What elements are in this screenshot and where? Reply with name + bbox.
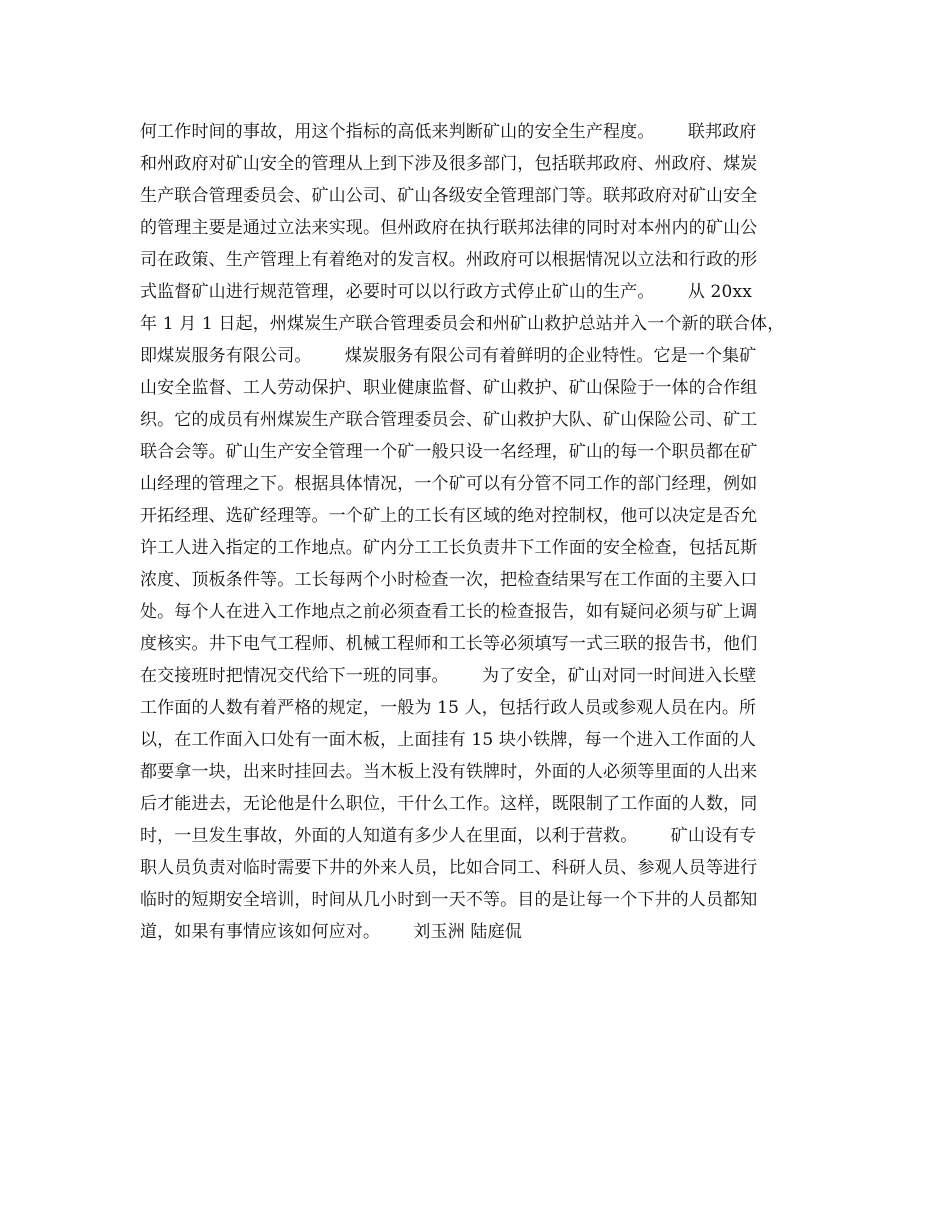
text-line: 许工人进入指定的工作地点。矿内分工工长负责井下工作面的安全检查，包括瓦斯: [140, 538, 758, 558]
text-line: 联合会等。矿山生产安全管理一个矿一般只设一名经理，矿山的每一个职员都在矿: [140, 442, 758, 462]
body-text: [140, 116, 820, 948]
text-line: 和州政府对矿山安全的管理从上到下涉及很多部门，包括联邦政府、州政府、煤炭: [140, 154, 758, 174]
text-line: 时，一旦发生事故，外面的人知道有多少人在里面，以利于营救。 矿山设有专: [140, 826, 757, 846]
text-line: 年 1 月 1 日起，州煤炭生产联合管理委员会和州矿山救护总站并入一个新的联合体，: [140, 314, 785, 334]
text-line: 生产联合管理委员会、矿山公司、矿山各级安全管理部门等。联邦政府对矿山安全: [140, 186, 758, 206]
text-line: 式监督矿山进行规范管理，必要时可以以行政方式停止矿山的生产。 从 20xx: [140, 282, 752, 302]
text-line: 开拓经理、选矿经理等。一个矿上的工长有区域的绝对控制权，他可以决定是否允: [140, 506, 758, 526]
text-line: 山经理的管理之下。根据具体情况，一个矿可以有分管不同工作的部门经理，例如: [140, 474, 758, 494]
text-line: 山安全监督、工人劳动保护、职业健康监督、矿山救护、矿山保险于一体的合作组: [140, 378, 758, 398]
text-line: 的管理主要是通过立法来实现。但州政府在执行联邦法律的同时对本州内的矿山公: [140, 218, 758, 238]
author-line: 道，如果有事情应该如何应对。 刘玉洲 陆庭侃: [140, 922, 522, 942]
text-line: 后才能进去，无论他是什么职位，干什么工作。这样，既限制了工作面的人数，同: [140, 794, 758, 814]
text-line: 处。每个人在进入工作地点之前必须查看工长的检查报告，如有疑问必须与矿上调: [140, 602, 758, 622]
text-line: 织。它的成员有州煤炭生产联合管理委员会、矿山救护大队、矿山保险公司、矿工: [140, 410, 758, 430]
text-line: 即煤炭服务有限公司。 煤炭服务有限公司有着鲜明的企业特性。它是一个集矿: [140, 346, 757, 366]
text-line: 司在政策、生产管理上有着绝对的发言权。州政府可以根据情况以立法和行政的形: [140, 250, 758, 270]
text-line: 职人员负责对临时需要下井的外来人员，比如合同工、科研人员、参观人员等进行: [140, 858, 758, 878]
text-line: 浓度、顶板条件等。工长每两个小时检查一次，把检查结果写在工作面的主要入口: [140, 570, 758, 590]
text-line: 度核实。井下电气工程师、机械工程师和工长等必须填写一式三联的报告书，他们: [140, 634, 758, 654]
text-line: 工作面的人数有着严格的规定，一般为 15 人，包括行政人员或参观人员在内。所: [140, 698, 757, 718]
text-line: 都要拿一块，出来时挂回去。当木板上没有铁牌时，外面的人必须等里面的人出来: [140, 762, 758, 782]
text-line: 以，在工作面入口处有一面木板，上面挂有 15 块小铁牌，每一个进入工作面的人: [140, 730, 757, 750]
text-line: 在交接班时把情况交代给下一班的同事。 为了安全，矿山对同一时间进入长壁: [140, 666, 757, 686]
text-line: 何工作时间的事故，用这个指标的高低来判断矿山的安全生产程度。 联邦政府: [140, 122, 757, 142]
text-line: 临时的短期安全培训，时间从几小时到一天不等。目的是让每一个下井的人员都知: [140, 890, 758, 910]
